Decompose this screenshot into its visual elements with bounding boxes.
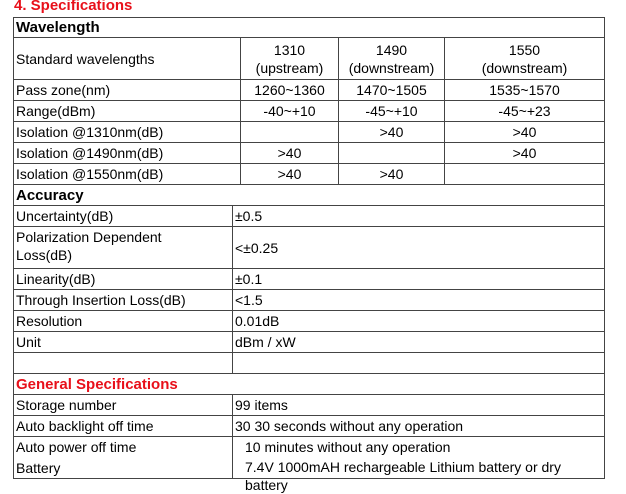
range-1310: -40~+10 xyxy=(263,103,316,119)
uncertainty-value: ±0.5 xyxy=(235,208,263,224)
auto-power-off-label: Auto power off time xyxy=(16,439,137,455)
storage-number-value: 99 items xyxy=(235,397,288,413)
pdl-label: Polarization Dependent Loss(dB) xyxy=(16,229,162,263)
isolation-1550-at-1310: >40 xyxy=(277,166,302,182)
range-1490: -45~+10 xyxy=(365,103,418,119)
pass-zone-1490: 1470~1505 xyxy=(356,82,427,98)
auto-backlight-value: 30 30 seconds without any operation xyxy=(235,418,464,434)
pass-zone-1310: 1260~1360 xyxy=(254,82,325,98)
resolution-label: Resolution xyxy=(16,313,83,329)
wavelength-1310-nm: 1310 xyxy=(273,41,306,58)
empty-row xyxy=(14,353,232,373)
wavelength-1550-header xyxy=(445,38,604,79)
isolation-1310-at-1310 xyxy=(241,122,338,142)
page-title: 4. Specifications xyxy=(14,0,133,14)
isolation-1550-at-1490: >40 xyxy=(379,166,404,182)
isolation-1310-at-1490: >40 xyxy=(379,124,404,140)
wavelength-1310-direction: (upstream) xyxy=(255,59,324,76)
pass-zone-1550: 1535~1570 xyxy=(489,82,560,98)
resolution-value: 0.01dB xyxy=(235,313,280,329)
storage-number-label: Storage number xyxy=(16,397,117,413)
pass-zone-label: Pass zone(nm) xyxy=(16,82,111,98)
auto-power-off-value: 10 minutes without any operation xyxy=(245,439,451,455)
isolation-1310-label: Isolation @1310nm(dB) xyxy=(16,124,164,140)
isolation-1310-at-1550: >40 xyxy=(512,124,537,140)
isolation-1550-at-1550 xyxy=(445,164,604,184)
battery-value xyxy=(243,437,583,493)
insertion-loss-value: <1.5 xyxy=(235,292,263,308)
isolation-1490-label: Isolation @1490nm(dB) xyxy=(16,145,164,161)
unit-label: Unit xyxy=(16,334,41,350)
linearity-value: ±0.1 xyxy=(235,271,263,287)
isolation-1490-at-1490 xyxy=(339,143,444,163)
battery-value-text: 7.4V 1000mAH rechargeable Lithium battery or dry battery xyxy=(245,459,561,493)
general-specifications-heading: General Specifications xyxy=(16,375,178,393)
isolation-1490-at-1550: >40 xyxy=(512,145,537,161)
wavelength-1490-nm: 1490 xyxy=(375,41,408,58)
isolation-1550-label: Isolation @1550nm(dB) xyxy=(16,166,164,182)
wavelength-1550-direction: (downstream) xyxy=(481,59,568,76)
auto-backlight-label: Auto backlight off time xyxy=(16,418,154,434)
wavelength-1550-nm: 1550 xyxy=(508,41,541,58)
accuracy-heading: Accuracy xyxy=(16,186,84,204)
battery-label: Battery xyxy=(16,460,61,476)
wavelength-1490-header xyxy=(339,38,444,79)
spec-table xyxy=(13,17,605,493)
linearity-label: Linearity(dB) xyxy=(16,271,96,287)
unit-value: dBm / xW xyxy=(235,334,296,350)
isolation-1490-at-1310: >40 xyxy=(277,145,302,161)
wavelength-1490-direction: (downstream) xyxy=(348,59,435,76)
wavelength-heading: Wavelength xyxy=(16,19,100,36)
insertion-loss-label: Through Insertion Loss(dB) xyxy=(16,292,186,308)
wavelength-1310-header xyxy=(241,38,338,79)
pdl-value: <±0.25 xyxy=(235,239,279,256)
range-1550: -45~+23 xyxy=(498,103,551,119)
range-label: Range(dBm) xyxy=(16,103,96,119)
standard-wavelengths-label: Standard wavelengths xyxy=(16,50,155,67)
uncertainty-label: Uncertainty(dB) xyxy=(16,208,114,224)
